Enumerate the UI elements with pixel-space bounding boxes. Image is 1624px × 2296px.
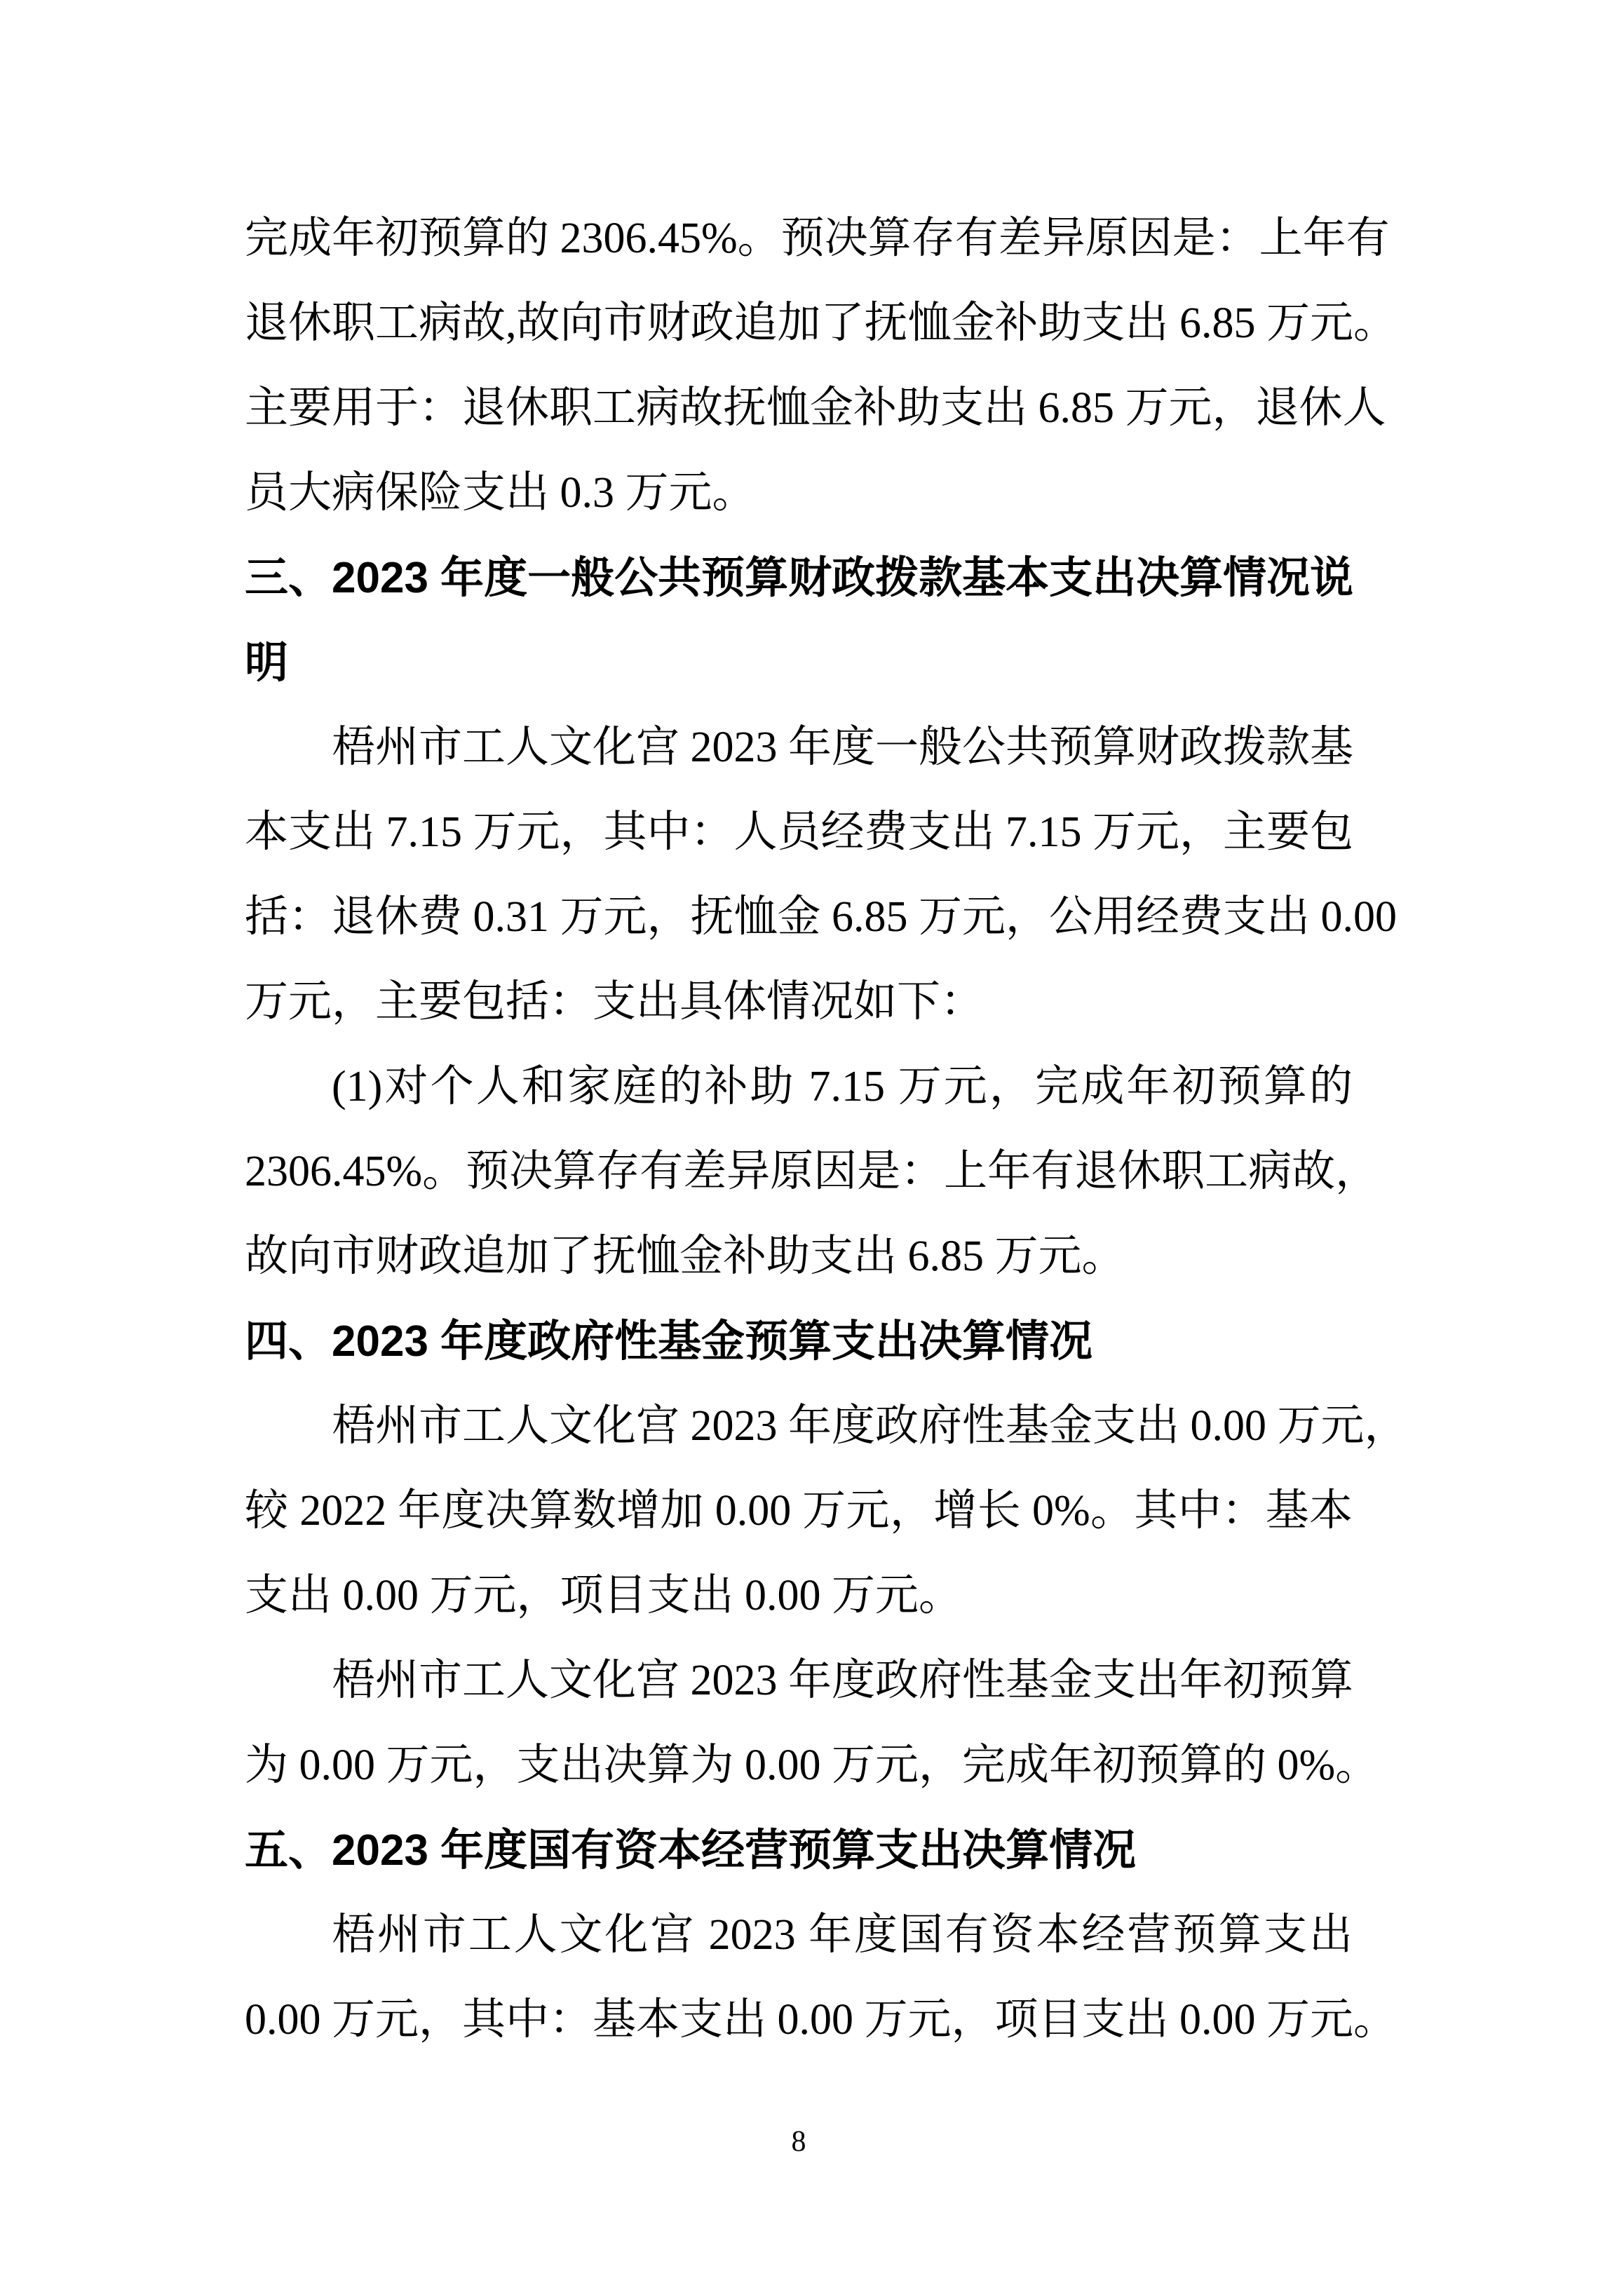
paragraph-block	[245, 705, 1398, 1045]
paragraph-block	[245, 196, 1398, 536]
text-line: 故向市财政追加了抚恤金补助支出 6.85 万元。	[245, 1232, 1125, 1280]
text-line: 括：退休费 0.31 万元，抚恤金 6.85 万元，公用经费支出 0.00	[245, 893, 1398, 941]
text-line: 完成年初预算的 2306.45%。预决算存有差异原因是：上年有	[245, 215, 1390, 262]
text-line: (1)对个人和家庭的补助 7.15 万元，完成年初预算的	[332, 1063, 1353, 1110]
text-column	[245, 196, 1408, 2063]
text-line: 梧州市工人文化宫 2023 年度政府性基金支出 0.00 万元，	[332, 1402, 1408, 1450]
heading-block-section-3	[245, 536, 1353, 705]
section-heading-line: 明	[245, 639, 289, 687]
text-line: 2306.45%。预决算存有差异原因是：上年有退休职工病故，	[245, 1148, 1379, 1195]
heading-block-section-5	[245, 1808, 1353, 1893]
paragraph-block	[245, 1045, 1379, 1299]
text-line: 较 2022 年度决算数增加 0.00 万元，增长 0%。其中：基本	[245, 1487, 1353, 1535]
text-line: 梧州市工人文化宫 2023 年度政府性基金支出年初预算	[332, 1657, 1354, 1704]
text-line: 0.00 万元，其中：基本支出 0.00 万元，项目支出 0.00 万元。	[245, 1996, 1398, 2044]
heading-block-section-4	[245, 1299, 1353, 1384]
text-line: 员大病保险支出 0.3 万元。	[245, 469, 756, 517]
section-heading-line: 三、2023 年度一般公共预算财政拨款基本支出决算情况说	[245, 554, 1354, 602]
text-line: 退休职工病故,故向市财政追加了抚恤金补助支出 6.85 万元。	[245, 299, 1398, 347]
text-line: 主要用于：退休职工病故抚恤金补助支出 6.85 万元，退休人	[245, 384, 1386, 432]
text-line: 万元，主要包括：支出具体情况如下：	[245, 978, 984, 1026]
text-line: 为 0.00 万元，支出决算为 0.00 万元，完成年初预算的 0%。	[245, 1741, 1379, 1789]
text-line: 支出 0.00 万元，项目支出 0.00 万元。	[245, 1572, 963, 1619]
paragraph-block	[245, 1384, 1408, 1638]
section-heading-line: 四、2023 年度政府性基金预算支出决算情况	[245, 1317, 1093, 1366]
paragraph-block	[245, 1893, 1398, 2063]
page-number: 8	[791, 2126, 806, 2158]
section-heading-line: 五、2023 年度国有资本经营预算支出决算情况	[245, 1826, 1137, 1875]
text-line: 梧州市工人文化宫 2023 年度一般公共预算财政拨款基	[332, 724, 1354, 771]
text-line: 本支出 7.15 万元，其中：人员经费支出 7.15 万元，主要包	[245, 808, 1354, 856]
text-line: 梧州市工人文化宫 2023 年度国有资本经营预算支出	[332, 1911, 1353, 1959]
paragraph-block	[245, 1638, 1379, 1808]
